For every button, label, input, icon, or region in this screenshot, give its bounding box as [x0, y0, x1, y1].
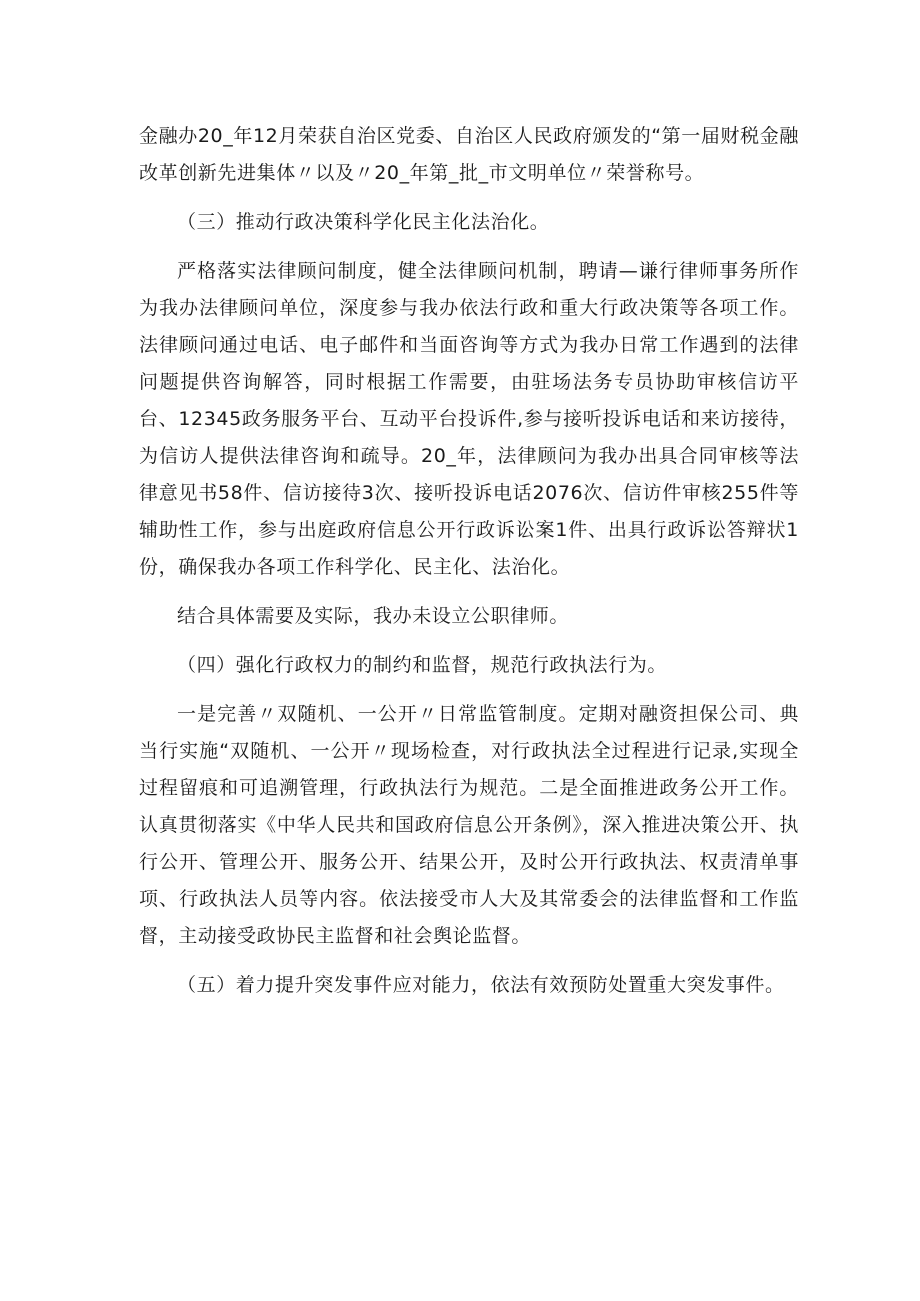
- document-body: [139, 118, 799, 1004]
- paragraph-legal-advisor: 严格落实法律顾问制度，健全法律顾问机制，聘请—谦行律师事务所作为我办法律顾问单位，深度参与我办依法行政和重大行政决策等各项工作。法律顾问通过电话、电子邮件和当面咨询等方式为我办日常工作遇到的法律问题提供咨询解答，同时根据工作需要，由驻场法务专员协助审核信访平台、12345政务服务平台、互动平台投诉件,参与接听投诉电话和来访接待，为信访人提供法律咨询和疏导。20_年，法律顾问为我办出具合同审核等法律意见书58件、信访接待3次、接听投诉电话2076次、信访件审核255件等辅助性工作，参与出庭政府信息公开行政诉讼案1件、出具行政诉讼答辩状1份，确保我办各项工作科学化、民主化、法治化。: [139, 260, 799, 578]
- paragraph-supervision: 一是完善〃双随机、一公开〃日常监管制度。定期对融资担保公司、典当行实施“双随机、一公开〃现场检查，对行政执法全过程进行记录,实现全过程留痕和可追溯管理，行政执法行为规范。二是全面推进政务公开工作。认真贯彻落实《中华人民共和国政府信息公开条例》，深入推进决策公开、执行公开、管理公开、服务公开、结果公开，及时公开行政执法、权责清单事项、行政执法人员等内容。依法接受市人大及其常委会的法律监督和工作监督，主动接受政协民主监督和社会舆论监督。: [139, 703, 799, 947]
- section-heading-4: （四）强化行政权力的制约和监督，规范行政执法行为。: [177, 654, 668, 676]
- section-heading-3: （三）推动行政决策科学化民主化法治化。: [177, 211, 550, 233]
- paragraph-continuation: 金融办20_年12月荣获自治区党委、自治区人民政府颁发的“第一届财税金融改革创新先进集体〃以及〃20_年第_批_市文明单位〃荣誉称号。: [139, 125, 799, 184]
- paragraph-public-lawyer: 结合具体需要及实际，我办未设立公职律师。: [177, 605, 570, 627]
- section-heading-5: （五）着力提升突发事件应对能力，依法有效预防处置重大突发事件。: [177, 974, 785, 996]
